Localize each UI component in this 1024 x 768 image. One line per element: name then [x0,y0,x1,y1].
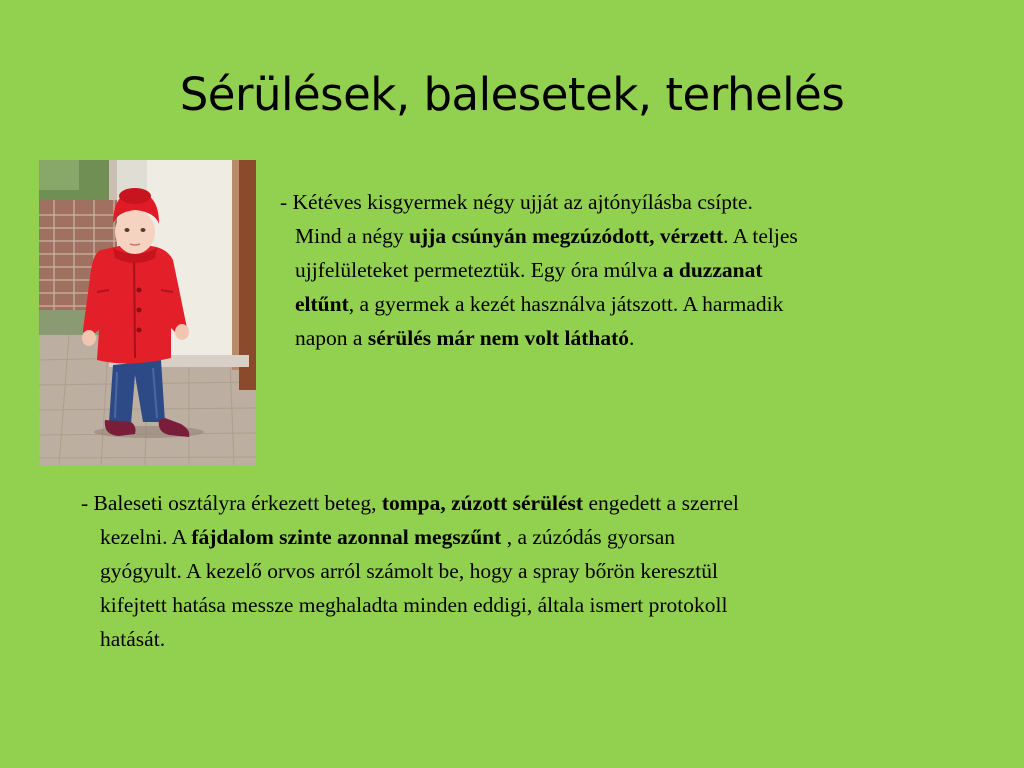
para2-line-2 [81,520,991,554]
para2-line-1-text-c: engedett a szerrel [583,491,739,515]
para1-line-3-text-a: ujjfelületeket permeteztük. Egy óra múlva [295,258,663,282]
para1-line-2-text-a: Mind a négy [295,224,410,248]
para2-line-4-text: kifejtett hatása messze meghaladta minden eddigi, általa ismert protokoll [100,593,728,617]
para2-line-3-text: gyógyult. A kezelő orvos arról számolt be, hogy a spray bőrön keresztül [100,559,718,583]
para1-line-5-text-c: . [629,326,635,350]
para2-line-4 [81,588,991,622]
para1-line-5-text-a: napon a [295,326,368,350]
para2-line-5-text: hatását. [100,627,166,651]
para2-line-2-text-a: kezelni. A [100,525,192,549]
toddler-in-red-coat-photo [39,160,256,465]
para1-line-4 [280,287,980,321]
para1-line-4-bold: eltűnt [295,292,349,316]
para2-line-5 [81,622,991,656]
toddler-photo [39,160,256,465]
paragraph-finger-injury [280,185,980,355]
para2-line-1-text-a: - Baleseti osztályra érkezett beteg, [81,491,382,515]
para1-line-5-bold: sérülés már nem volt látható [367,326,629,350]
para1-line-2-bold: ujja csúnyán megzúzódott, vérzett [409,224,724,248]
para1-line-5 [280,321,980,355]
para2-line-2-bold: fájdalom szinte azonnal megszűnt [191,525,502,549]
para1-line-2-text-c: . A teljes [723,224,798,248]
para2-line-1-bold: tompa, zúzott sérülést [381,491,584,515]
para1-line-1 [280,185,980,219]
para2-line-1 [81,486,991,520]
para1-line-3 [280,253,980,287]
para1-line-1-text: - Kétéves kisgyermek négy ujját az ajtónyílásba csípte. [280,190,753,214]
paragraph-blunt-injury [81,486,991,656]
slide-title: Sérülések, balesetek, terhelés [179,68,845,121]
para2-line-2-text-c: , a zúzódás gyorsan [501,525,676,549]
para2-line-3 [81,554,991,588]
para1-line-2 [280,219,980,253]
para1-line-3-bold: a duzzanat [662,258,763,282]
para1-line-4-text-b: , a gyermek a kezét használva játszott. A harmadik [348,292,784,316]
